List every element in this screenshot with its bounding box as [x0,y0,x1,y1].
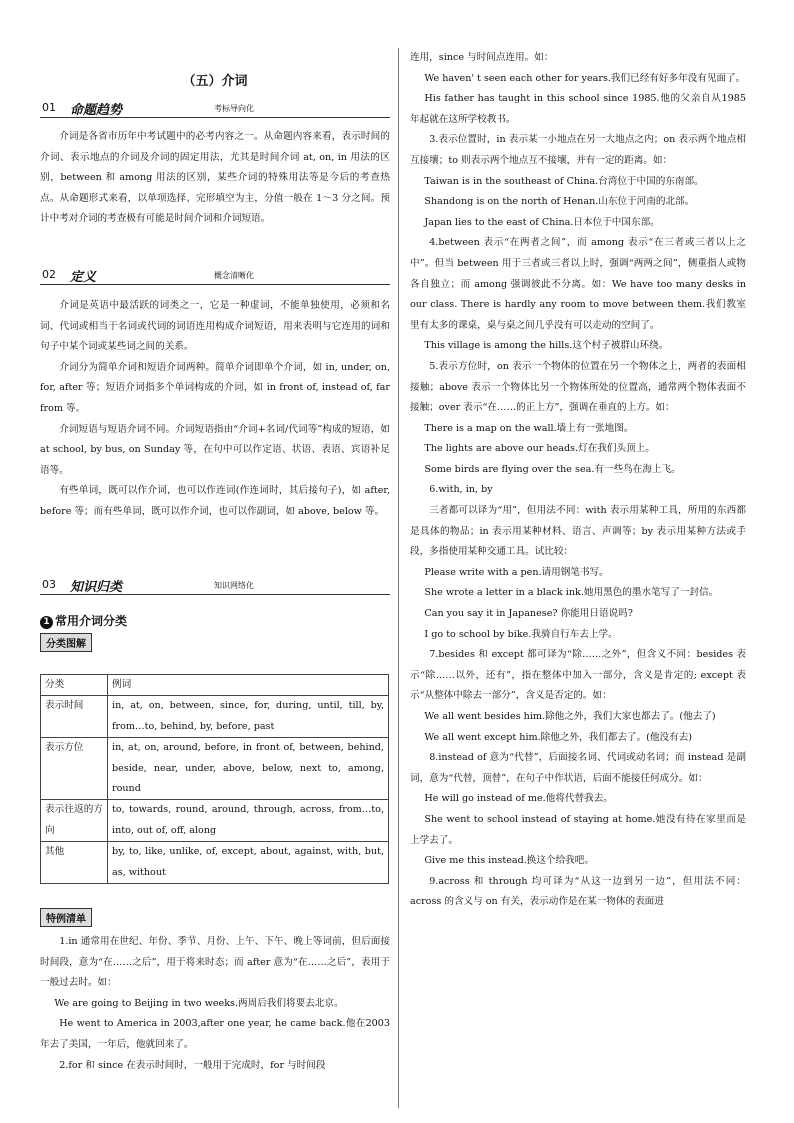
example-sentence: We are going to Beijing in two weeks.两周后我们将要去北京。 [54,997,344,1009]
section-header-classification [40,576,390,595]
note-paragraph: 连用，since 与时间点连用。如： [410,52,554,63]
section-number: 02 [42,268,56,281]
subsection-title-text: 常用介词分类 [55,614,128,628]
section-number: 01 [42,101,56,114]
definition-paragraph: 介词分为简单介词和短语介词两种。简单介词即单个介词，如 in, under, on, for, after 等；短语介词指多个单词构成的介词，如 in front of, instead of, far from 等。 [40,361,390,414]
note-paragraph: 8.instead of 意为“代替”，后面接名词、代词或动名词；而 instead 是副词，意为“代替，顶替”，在句子中作状语，后面不能接任何成分。如： [410,752,746,784]
label-classification-diagram: 分类图解 [40,633,92,652]
example-sentence: We all went besides him.除他之外，我们大家也都去了。(他去了) [424,711,716,722]
definition-paragraph: 介词短语与短语介词不同。介词短语指由“介词+名词/代词等”构成的短语，如 at school, by bus, on Sunday 等，在句中可以作定语、状语、表语、宾语补足语等。 [40,423,390,476]
table-cell-examples: by, to, like, unlike, of, except, about, against, with, but, as, without [108,842,389,884]
example-sentence: Japan lies to the east of China.日本位于中国东部。 [424,216,660,228]
section-header-trend [40,99,390,118]
example-sentence: Please write with a pen.请用钢笔书写。 [424,566,609,578]
table-cell-category: 其他 [41,842,108,884]
note-heading: 6.with, in, by [429,484,493,496]
table-row [41,696,389,738]
section-header-definition [40,266,390,285]
example-sentence: She wrote a letter in a black ink.她用黑色的墨水笔写了一封信。 [424,587,719,599]
trend-block [40,127,390,230]
note-paragraph: 1.in 通常用在世纪、年份、季节、月份、上午、下午、晚上等词前，但后面接时间段，意为“在……之后”，用于将来时态；而 after 意为“在……之后”，表用于一般过去时。如： [40,936,390,989]
section-name: 知识归类 [70,580,123,595]
table-header-row [41,675,389,696]
example-sentence: Shandong is on the north of Henan.山东位于河南的北部。 [424,196,695,208]
note-paragraph: 2.for 和 since 在表示时间时，一般用于完成时，for 与时间段 [59,1059,326,1071]
column-divider [398,48,399,1108]
section-subtitle: 考标导向化 [214,104,254,113]
trend-paragraph: 介词是各省市历年中考试题中的必考内容之一。从命题内容来看，表示时间的介词、表示地点的介词及介词的固定用法，尤其是时间介词 at, on, in 用法的区别，between 和 among 用法的区别，某些介词的特殊用法等是今后的考查热点。从命题形式来看，以单项选择、完形填空为主，分值一般在 1～3 分之间。预计中考对介词的考查极有可能是时间介词和介词短语。 [40,131,390,225]
table-header-cell: 分类 [41,675,108,696]
preposition-table [40,674,389,884]
example-sentence: He will go instead of me.他将代替我去。 [424,793,613,805]
example-sentence: The lights are above our heads.灯在我们头顶上。 [424,443,655,455]
subsection-title [40,612,127,629]
section-subtitle: 知识网络化 [214,581,254,590]
definition-paragraph: 有些单词，既可以作介词，也可以作连词(作连词时，其后接句子)，如 after, before 等；而有些单词，既可以作介词，也可以作副词，如 above, below 等。 [40,485,390,517]
example-sentence: Can you say it in Japanese? 你能用日语说吗? [424,608,633,620]
label-special-cases: 特例清单 [40,908,92,927]
definition-paragraph: 介词是英语中最活跃的词类之一，它是一种虚词，不能单独使用，必须和名词、代词或相当于名词或代词的词语连用构成介词短语，用来表明与它连用的词和句子中某个词或某些词之间的关系。 [40,300,390,353]
note-paragraph: 三者都可以译为“用”，但用法不同：with 表示用某种工具，所用的东西都是具体的物品；in 表示用某种材料、语言、声调等；by 表示用某种方法或手段，多指使用某种交通工具。试比较： [410,505,746,558]
section-name: 命题趋势 [70,103,123,118]
section-subtitle: 概念清晰化 [214,271,254,280]
note-paragraph: 7.besides 和 except 都可译为“除……之外”，但含义不同：besides 表示“除……以外，还有”，指在整体中加入一部分，含义是肯定的; except 表示“从整体中除去一部分”，含义是否定的。如： [410,649,746,702]
example-sentence: There is a map on the wall.墙上有一张地图。 [424,422,634,434]
table-cell-examples: in, at, on, around, before, in front of, between, behind, beside, near, under, above, below, next to, among, round [108,738,389,800]
example-sentence: Give me this instead.换这个给我吧。 [424,855,594,867]
table-cell-examples: in, at, on, between, since, for, during, until, till, by, from…to, behind, by, before, past [108,696,389,738]
table-cell-category: 表示时间 [41,696,108,738]
table-cell-category: 表示方位 [41,738,108,800]
note-paragraph: 3.表示位置时，in 表示某一小地点在另一大地点之内；on 表示两个地点相互接壤；to 则表示两个地点互不接壤，并有一定的距离。如： [410,134,746,166]
example-sentence: This village is among the hills.这个村子被群山环绕。 [424,340,669,352]
definition-block [40,296,390,523]
table-row [41,842,389,884]
example-sentence: She went to school instead of staying at home.她没有待在家里而是上学去了。 [410,813,746,846]
table-cell-examples: to, towards, round, around, through, across, from…to, into, out of, off, along [108,800,389,842]
example-sentence: I go to school by bike.我骑自行车去上学。 [424,628,618,640]
table-row [41,800,389,842]
page-title: （五）介词 [182,74,248,89]
table-row [41,738,389,800]
example-sentence: His father has taught in this school since 1985.他的父亲自从1985 年起就在这所学校教书。 [410,93,746,125]
table-header-cell: 例词 [108,675,389,696]
example-sentence: Some birds are flying over the sea.有一些鸟在海上飞。 [424,463,681,475]
right-notes-block [410,48,746,913]
example-sentence: Taiwan is in the southeast of China.台湾位于中国的东南部。 [424,175,704,187]
section-number: 03 [42,578,56,591]
section-name: 定义 [70,270,97,285]
note-paragraph: 5.表示方位时，on 表示一个物体的位置在另一个物体之上，两者的表面相接触；above 表示一个物体比另一个物体所处的位置高，通常两个物体表面不接触；over 表示“在……的正上方”，强调在垂直的上方。如： [410,360,746,414]
note-paragraph: 9.across 和 through 均可译为“从这一边到另一边”，但用法不同：across 的含义与 on 有关，表示动作是在某一物体的表面进 [410,875,746,908]
special-cases-block [40,932,390,1076]
table-cell-category: 表示往返的方向 [41,800,108,842]
example-sentence: We all went except him.除他之外，我们都去了。(他没有去) [424,731,693,743]
example-sentence: He went to America in 2003,after one year, he came back.他在2003 年去了美国，一年后，他就回来了。 [40,1018,390,1050]
note-paragraph: 4.between 表示“在两者之间”，而 among 表示“在三者或三者以上之中”。但当 between 用于三者或三者以上时，强调“两两之间”，侧重指人或物各自独立；而 among 强调彼此不分离。如：We have too many desks in our class. There is hardly any room to move between them.我们教室里有太多的课桌，桌与桌之间几乎没有可以走动的空间了。 [410,237,746,331]
example-sentence: We haven' t seen each other for years.我们已经有好多年没有见面了。 [424,72,746,84]
number-badge: 1 [40,616,53,629]
